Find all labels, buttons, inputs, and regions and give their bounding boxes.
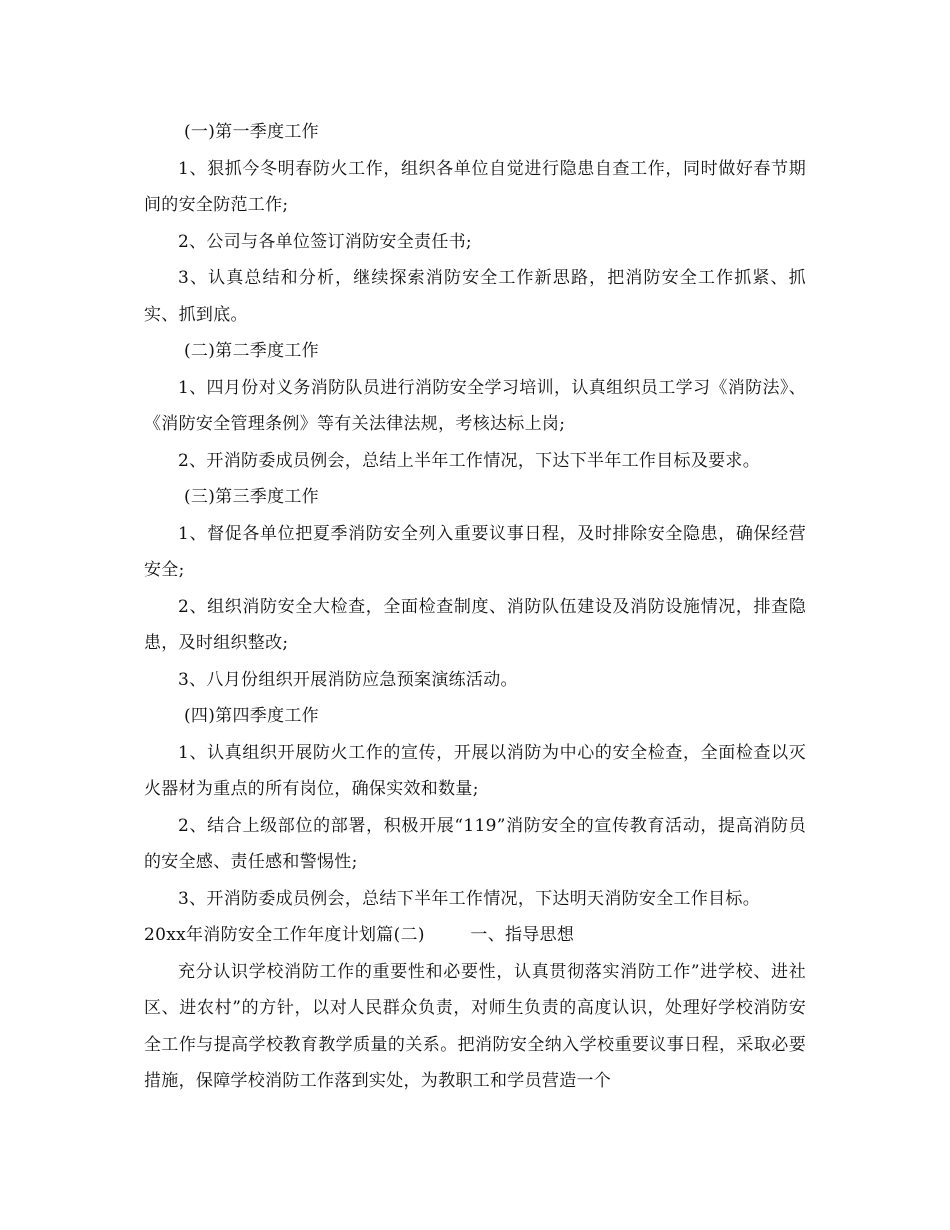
list-item: 2、结合上级部位的部署，积极开展“119”消防安全的宣传教育活动，提高消防员的安全感、责任感和警惕性; [144, 815, 806, 872]
list-item: 2、公司与各单位签订消防安全责任书; [178, 231, 472, 252]
section-heading-q2: (二)第二季度工作 [184, 341, 319, 361]
list-item: 2、开消防委成员例会，总结上半年工作情况，下达下半年工作目标及要求。 [178, 450, 761, 471]
list-item: 3、开消防委成员例会，总结下半年工作情况，下达明天消防安全工作目标。 [178, 888, 761, 909]
list-item: 2、组织消防安全大检查，全面检查制度、消防队伍建设及消防设施情况，排查隐患，及时组织整改; [144, 596, 806, 653]
list-item: 1、四月份对义务消防队员进行消防安全学习培训，认真组织员工学习《消防法》、《消防安全管理条例》等有关法律法规，考核达标上岗; [144, 377, 806, 434]
section-heading-q4: (四)第四季度工作 [184, 706, 319, 726]
plan-two-body: 充分认识学校消防工作的重要性和必要性，认真贯彻落实消防工作”进学校、进社区、进农村”的方针，以对人民群众负责，对师生负责的高度认识，处理好学校消防安全工作与提高学校教育教学质量的关系。把消防安全纳入学校重要议事日程，采取必要措施，保障学校消防工作落到实处，为教职工和学员营造一个 [144, 961, 806, 1091]
list-item: 1、认真组织开展防火工作的宣传，开展以消防为中心的安全检查，全面检查以灭火器材为重点的所有岗位，确保实效和数量; [144, 742, 806, 799]
section-heading-q3: (三)第三季度工作 [184, 487, 319, 507]
document-page [144, 114, 806, 1100]
section-heading-q1: (一)第一季度工作 [184, 122, 319, 142]
list-item: 3、认真总结和分析，继续探索消防安全工作新思路，把消防安全工作抓紧、抓实、抓到底。 [144, 268, 806, 325]
list-item: 1、督促各单位把夏季消防安全列入重要议事日程，及时排除安全隐患，确保经营安全; [144, 523, 806, 580]
plan-two-title: 20xx年消防安全工作年度计划篇(二) 一、指导思想 [144, 925, 575, 945]
list-item: 3、八月份组织开展消防应急预案演练活动。 [178, 669, 518, 690]
list-item: 1、狠抓今冬明春防火工作，组织各单位自觉进行隐患自查工作，同时做好春节期间的安全防范工作; [144, 158, 806, 215]
